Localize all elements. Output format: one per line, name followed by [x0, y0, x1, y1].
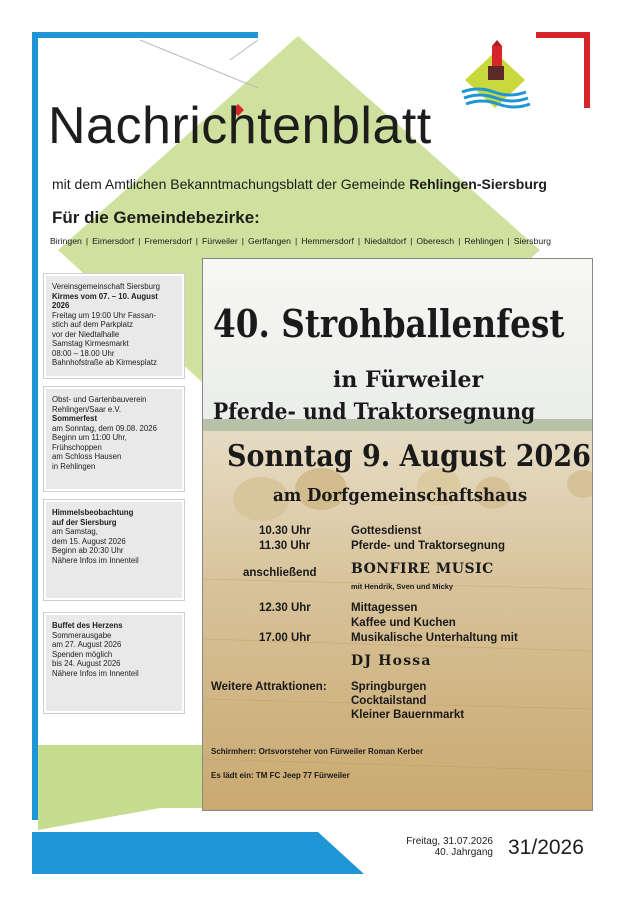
event-poster — [202, 258, 593, 811]
card-line: bis 24. August 2026 — [52, 659, 121, 668]
card-line: am Schloss Hausen — [52, 452, 122, 461]
card-line: vor der Niedtalhalle — [52, 329, 120, 339]
card-line: am Sonntag, dem 09.08. 2026 — [52, 423, 157, 433]
notice-card-sommerfest — [44, 387, 184, 491]
grey-line — [140, 40, 258, 88]
issue-number: 31/2026 — [508, 836, 584, 859]
schedule-event: BONFIRE MUSIC — [351, 561, 494, 577]
schedule-note: mit Hendrik, Sven und Micky — [351, 582, 454, 591]
card-line: am Samstag, — [52, 527, 98, 536]
card-line: Samstag Kirmesmarkt — [52, 339, 129, 348]
schedule-time: 11.30 Uhr — [259, 540, 311, 552]
blue-band — [32, 832, 364, 874]
district: Eimersdorf — [92, 236, 135, 246]
poster-title: 40. Strohballenfest — [213, 301, 565, 346]
district: Fürweiler — [201, 236, 238, 246]
poster-subtitle: Pferde- und Traktorsegnung — [213, 399, 536, 425]
card-line: Bahnhofstraße ab Kirmesplatz — [52, 358, 157, 367]
card-line: auf der Siersburg — [52, 517, 117, 527]
attraction-item: Kleiner Bauernmarkt — [351, 709, 465, 721]
card-line: Sommerfest — [52, 414, 98, 423]
poster-patron: Schirmherr: Ortsvorsteher von Fürweiler Roman Kerber — [211, 747, 424, 756]
district: Rehlingen — [464, 236, 504, 246]
card-line: Rehlingen/Saar e.V. — [52, 404, 122, 414]
card-line: Vereinsgemeinschaft Siersburg — [52, 282, 160, 291]
issue-date — [405, 836, 493, 858]
separator: | — [410, 236, 413, 246]
card-line: Himmelsbeobachtung — [52, 508, 134, 517]
masthead-title: Nachrichtenblatt — [48, 97, 432, 155]
poster-location: in Fürweiler — [333, 367, 484, 393]
district: Oberesch — [416, 236, 455, 246]
poster-date: Sonntag 9. August 2026 — [227, 439, 591, 474]
card-line: Kirmes vom 07. – 10. August — [52, 291, 158, 301]
attraction-item: Cocktailstand — [351, 695, 427, 707]
notice-card-buffet — [44, 613, 184, 713]
schedule-event: Musikalische Unterhaltung mit — [351, 632, 518, 644]
card-line: 08:00 – 18.00 Uhr — [52, 348, 115, 358]
schedule-time: 17.00 Uhr — [259, 632, 311, 644]
masthead-subtitle — [52, 176, 547, 192]
separator: | — [507, 236, 510, 246]
attraction-item: Springburgen — [351, 681, 427, 693]
poster-venue: am Dorfgemeinschaftshaus — [273, 485, 528, 506]
card-line: 2026 — [52, 301, 70, 310]
green-band — [38, 745, 202, 830]
district: Hemmersdorf — [301, 236, 354, 246]
card-line: Nähere Infos im Innenteil — [52, 555, 139, 565]
card-line: Freitag um 19:00 Uhr Fassan- — [52, 310, 157, 320]
notice-card-himmel — [44, 500, 184, 600]
separator: | — [138, 236, 141, 246]
districts-list — [50, 236, 551, 246]
districts-heading: Für die Gemeindebezirke: — [52, 208, 260, 227]
card-line: Obst- und Gartenbauverein — [52, 395, 147, 404]
subtitle-text: mit dem Amtlichen Bekanntmachungsblatt der Gemeinde — [52, 176, 410, 192]
schedule-event: Mittagessen — [351, 602, 418, 614]
card-line: Beginn um 11:00 Uhr, — [52, 433, 127, 442]
card-line: stich auf dem Parkplatz — [52, 320, 134, 329]
schedule-event: Pferde- und Traktorsegnung — [351, 540, 505, 552]
grey-line — [230, 40, 258, 60]
notice-card-kirmes — [44, 274, 184, 378]
separator: | — [241, 236, 244, 246]
card-line: Beginn ab 20:30 Uhr — [52, 546, 124, 555]
municipality-name: Rehlingen-Siersburg — [409, 176, 547, 192]
district: Fremersdorf — [144, 236, 192, 246]
attractions-label: Weitere Attraktionen: — [211, 681, 327, 693]
schedule-time: anschließend — [243, 567, 317, 579]
card-line: Spenden möglich — [52, 649, 113, 659]
card-line: Buffet des Herzens — [52, 621, 123, 630]
schedule-event: DJ Hossa — [351, 653, 432, 669]
card-line: am 27. August 2026 — [52, 640, 122, 649]
card-line: dem 15. August 2026 — [52, 536, 126, 546]
municipality-logo-icon — [462, 40, 530, 108]
card-line: Sommerausgabe — [52, 630, 112, 640]
separator: | — [195, 236, 198, 246]
card-line: in Rehlingen — [52, 461, 96, 471]
schedule-time: 12.30 Uhr — [259, 602, 311, 614]
red-corner — [536, 32, 590, 108]
schedule-event: Gottesdienst — [351, 525, 422, 537]
card-line: Nähere Infos im Innenteil — [52, 668, 139, 678]
schedule-event: Kaffee und Kuchen — [351, 617, 456, 629]
volume-year: 40. Jahrgang — [434, 847, 493, 858]
separator: | — [458, 236, 461, 246]
district: Gerlfangen — [247, 236, 291, 246]
poster-host: Es lädt ein: TM FC Jeep 77 Fürweiler — [211, 771, 350, 780]
card-line: Frühschoppen — [52, 442, 102, 452]
separator: | — [294, 236, 298, 246]
district: Biringen — [50, 236, 82, 246]
separator: | — [85, 236, 89, 246]
district: Niedaltdorf — [364, 236, 407, 246]
separator: | — [357, 236, 361, 246]
district: Siersburg — [513, 236, 551, 246]
schedule-time: 10.30 Uhr — [259, 525, 311, 537]
publication-date: Freitag, 31.07.2026 — [406, 836, 493, 847]
